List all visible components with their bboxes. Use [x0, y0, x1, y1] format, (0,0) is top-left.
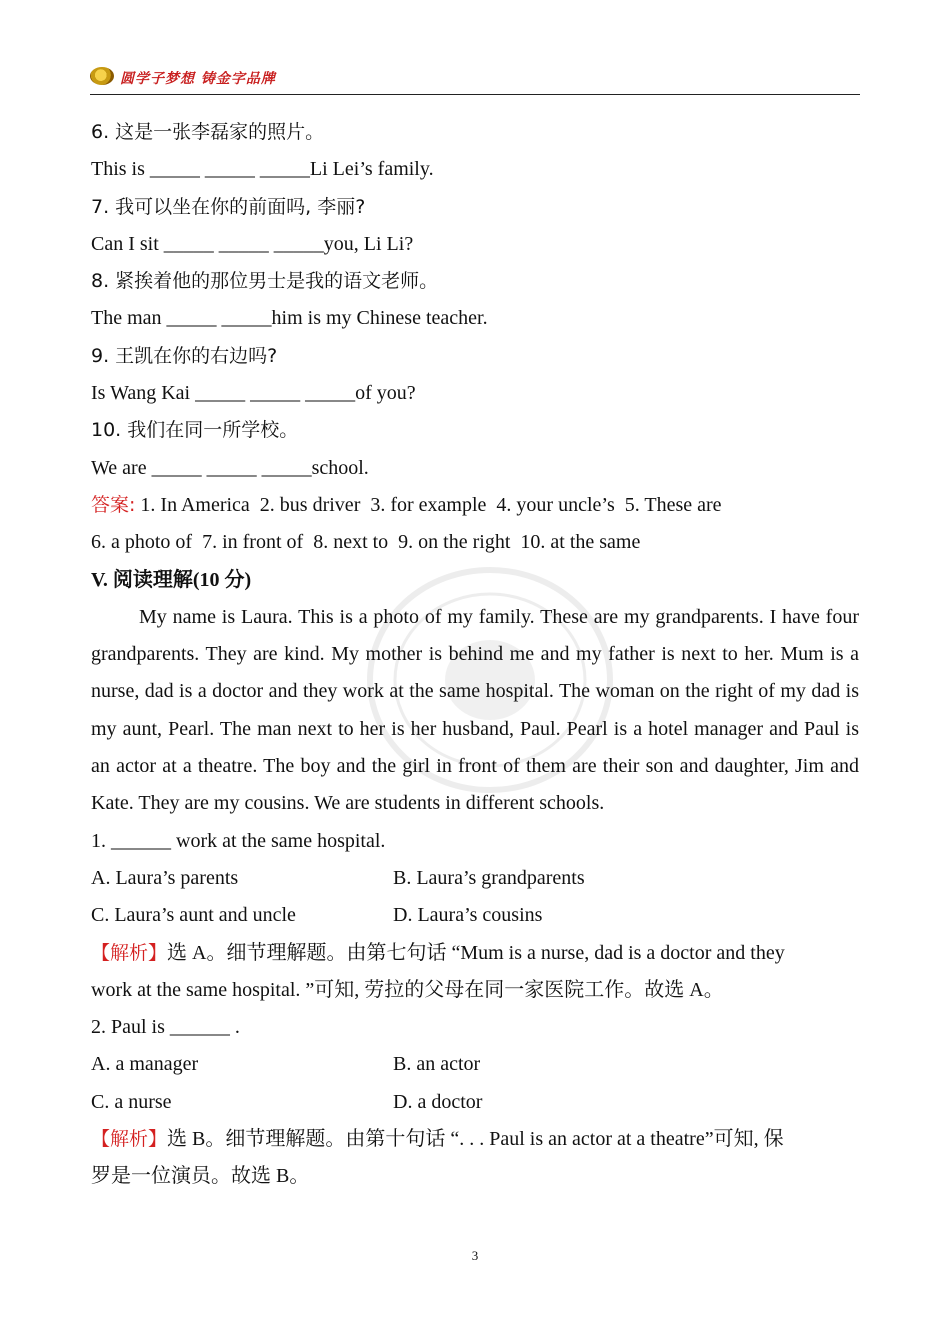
answer-text-1: 1. In America 2. bus driver 3. for example 4. your uncle’s 5. These are [135, 493, 722, 516]
page-number: 3 [471, 1248, 479, 1263]
option-c: C. Laura’s aunt and uncle [91, 904, 296, 927]
logo-icon [90, 67, 114, 85]
option-b: B. Laura’s grandparents [393, 866, 585, 889]
question-1-analysis-line-1 [91, 935, 859, 972]
answer-line-2: 6. a photo of 7. in front of 8. next to 9. on the right 10. at the same [91, 531, 641, 554]
question-9-chinese: 9. 王凯在你的右边吗? [91, 344, 278, 367]
question-8-chinese: 8. 紧挨着他的那位男士是我的语文老师。 [91, 270, 439, 293]
question-2-stem: 2. Paul is ______ . [91, 1016, 240, 1039]
question-6-english: This is _____ _____ _____Li Lei’s family. [91, 158, 434, 181]
option-a: A. a manager [91, 1053, 199, 1076]
option-d: D. a doctor [393, 1090, 483, 1113]
question-1-stem: 1. ______ work at the same hospital. [91, 829, 386, 852]
option-a: A. Laura’s parents [91, 866, 239, 889]
option-b: B. an actor [393, 1053, 481, 1076]
question-7-chinese: 7. 我可以坐在你的前面吗, 李丽? [91, 195, 366, 218]
question-2-analysis-line-1 [91, 1121, 859, 1158]
option-c: C. a nurse [91, 1090, 172, 1113]
option-d: D. Laura’s cousins [393, 904, 543, 927]
question-1-options-row-2 [91, 897, 859, 934]
document-body [91, 114, 859, 1196]
question-9-english: Is Wang Kai _____ _____ _____of you? [91, 382, 416, 405]
section-title: V. 阅读理解(10 分) [91, 568, 252, 591]
question-1-analysis-line-2: work at the same hospital. ”可知, 劳拉的父母在同一家医院工作。故选 A。 [91, 978, 724, 1001]
answer-label: 答案: [91, 493, 136, 516]
question-10-chinese: 10. 我们在同一所学校。 [91, 419, 299, 442]
answer-line-1 [91, 487, 859, 524]
analysis-text: 选 B。细节理解题。由第十句话 “. . . Paul is an actor at a theatre”可知, 保 [167, 1128, 784, 1151]
question-7-english: Can I sit _____ _____ _____you, Li Li? [91, 232, 414, 255]
question-2-analysis-line-2: 罗是一位演员。故选 B。 [91, 1165, 310, 1188]
analysis-label: 【解析】 [91, 1128, 168, 1151]
question-8-english: The man _____ _____him is my Chinese teacher. [91, 307, 488, 330]
question-2-options-row-1 [91, 1046, 859, 1083]
reading-passage: My name is Laura. This is a photo of my family. These are my grandparents. I have four grandparents. They are kind. My mother is behind me and my father is next to her. Mum is a nurse, dad is a doctor and they work at the same hospital. The woman on the right of my dad is my aunt, Pearl. The man next to her is her husband, Paul. Pearl is a hotel manager and Paul is an actor at a theatre. The boy and the girl in front of them are their son and daughter, Jim and Kate. They are my cousins. We are students in different schools. [91, 605, 859, 815]
header-slogan: 圆学子梦想 铸金字品牌 [120, 71, 276, 87]
page-header [90, 64, 860, 95]
analysis-text: 选 A。细节理解题。由第七句话 “Mum is a nurse, dad is a doctor and they [167, 941, 785, 964]
question-2-options-row-2 [91, 1084, 859, 1121]
question-10-english: We are _____ _____ _____school. [91, 456, 369, 479]
question-6-chinese: 6. 这是一张李磊家的照片。 [91, 121, 325, 143]
analysis-label: 【解析】 [91, 941, 168, 964]
question-1-options-row-1 [91, 860, 859, 897]
